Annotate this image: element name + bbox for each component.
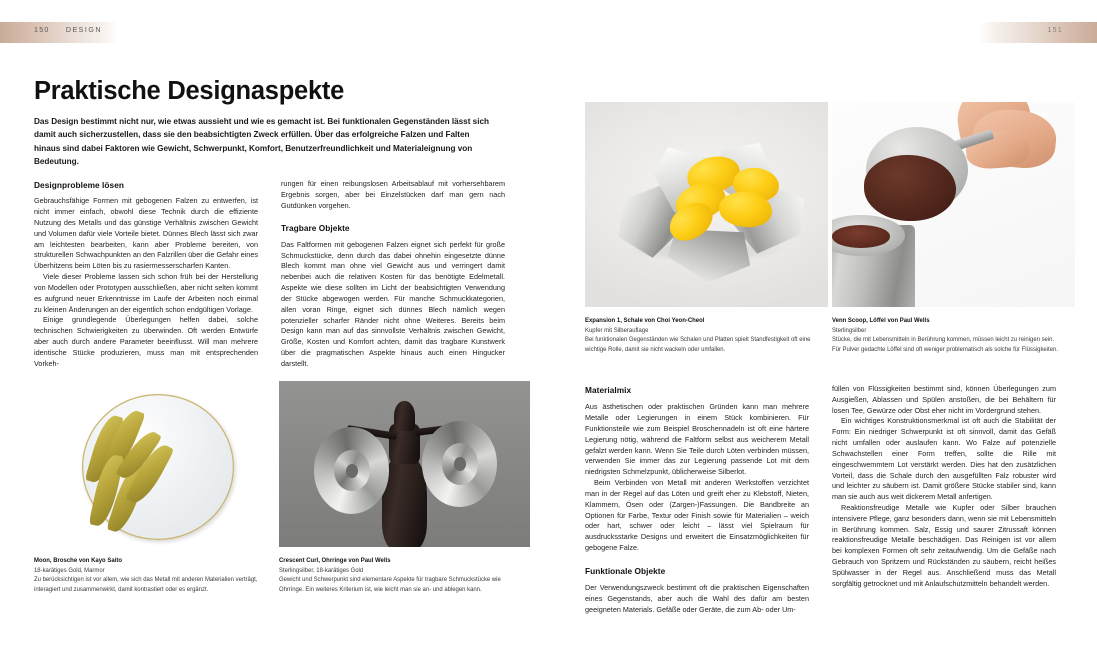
caption-title: Crescent Curl, Ohrringe von Paul Wells <box>279 558 391 564</box>
coffee-grounds <box>864 155 956 221</box>
page-title: Praktische Designaspekte <box>34 77 345 106</box>
left-column-two <box>281 179 505 370</box>
heading-designprobleme: Designprobleme lösen <box>34 180 124 190</box>
caption-body: Stücke, die mit Lebensmitteln in Berührung kommen, müssen leicht zu reinigen sein. Für Pulver gedachte Löffel sind oft weniger problematisch als solche für Flüssigkeiten. <box>832 337 1058 354</box>
caption-expansion-bowl <box>585 317 821 356</box>
body-paragraph: Der Verwendungszweck bestimmt oft die praktischen Eigenschaften eines Gegenstands, aber auch die Wahl des dafür am besten geeigneten Materials. Gefäße oder Geräte, die zum Ab- oder Um- <box>585 583 809 614</box>
caption-moon-brooch <box>34 557 270 596</box>
caption-subtitle: 18-karätiges Gold, Marmor <box>34 567 105 574</box>
heading-materialmix: Materialmix <box>585 385 632 395</box>
right-page-accent-bar <box>979 22 1097 43</box>
left-folio-number: 150 <box>34 26 50 34</box>
body-paragraph: Aus ästhetischen oder praktischen Gründen kann man mehrere Metalle oder Legierungen in einem Stück kombinieren. Für Funktionsteile wie zum Beispiel Broschennadeln ist oft eine härtere Legierung nötig, während die Faltform selbst aus weicherem Metall gefalzt werden kann. Wenn Sie Teile durch Löten verbinden müssen, verwenden Sie immer das zur Legierung passende Lot mit dem niedrigsten Schmelzpunkt, üblicherweise Silberlot. <box>585 402 809 477</box>
standfirst-paragraph: Das Design bestimmt nicht nur, wie etwas aussieht und wie es gemacht ist. Bei funktionalen Gegenständen lässt sich damit auch sicherzustellen, dass sie den beabsichtigten Zweck erfüllen. Über das erfolgreiche Falzen und Falten hinaus sind dabei Faktoren wie Gewicht, Schwerpunkt, Komfort, Benutzerfreundlichkeit und Materialeignung von Bedeutung. <box>34 117 489 167</box>
section-label: DESIGN <box>65 26 103 34</box>
heading-funktionale-objekte: Funktionale Objekte <box>585 565 666 576</box>
caption-body: Gewicht und Schwerpunkt sind elementare Aspekte für tragbare Schmuckstücke wie Ohrringe. Ein weiteres Kriterium ist, wie leicht man sie an- und ablegen kann. <box>279 577 501 594</box>
body-paragraph: Das Faltformen mit gebogenen Falzen eignet sich perfekt für große Schmuckstücke, denn durch das dabei ohnehin eingesetzte dünne Blech kommt man ohne viel Gewicht aus und verringert damit nebenbei auch die relativen Kosten für das benötigte Edelmetall. Aspekte wie diese sollten im Licht der beabsichtigten Verwendung der Stücke abgewogen werden. Für manche Schmuckkategorien, allen voran Ringe, eignet sich dünnes Blech nämlich wegen potenzieller scharfer Ränder nicht ohne Weiteres. Bereits beim Design kann man auf das sinnvollste Verhältnis zwischen Gewicht, Größe, Kosten und Komfort achten, damit das tragbare Kunstwerk über die pragmatischen Aspekte hinaus auch einen Hingucker darstellt. <box>281 239 505 368</box>
spiral-core <box>454 457 466 471</box>
photo-moon-brooch <box>34 381 272 547</box>
left-column-one <box>34 179 258 369</box>
left-page-running-head <box>34 26 102 34</box>
caption-subtitle: Sterlingsilber, 18-karätiges Gold <box>279 567 364 574</box>
caption-title: Moon, Brosche von Kayo Saito <box>34 558 122 564</box>
body-paragraph: Ein wichtiges Konstruktionsmerkmal ist oft auch die Stabilität der Form: Ein niedriger Schwerpunkt ist oft sinnvoll, damit das Gefäß nicht umfallen oder auslaufen kann. Wo Falze auf potenzielle Schwachstellen einer Form treffen, sollte die Rille mit eingeschwemmtem Lot verstärkt werden. Dies hat den zusätzlichen Vorteil, dass die Schale durch den ausgefüllten Falz robuster wird und leichter zu säubern ist. Damit größere Stücke stabiler sind, kann man sie auch aus weit dickerem Metall anfertigen. <box>832 416 1056 502</box>
photo-crescent-curl-earrings <box>279 381 530 547</box>
photo-expansion-bowl <box>585 102 828 307</box>
body-paragraph-continuation: füllen von Flüssigkeiten bestimmt sind, können Überlegungen zum Ausgießen, Ablassen und Spülen anstoßen, die bei Behältern für losen Tee, Gewürze oder Obst eher nicht im Vordergrund stehen. <box>832 384 1056 415</box>
body-paragraph: Beim Verbinden von Metall mit anderen Werkstoffen verzichtet man in der Regel auf das Löten und greift eher zu Klebstoff, Nieten, Klammern, Ösen oder (Zargen-)Fassungen. Die Bandbreite an Optionen für Farbe, Textur oder Finish sowie für Materialien – weich oder hart, schwer oder leicht – lässt viel Spielraum für ausdrucksstarke Designs und erweitert die Einsatzmöglichkeiten für gebogene Falze. <box>585 478 809 552</box>
heading-tragbare-objekte: Tragbare Objekte <box>281 223 350 234</box>
caption-title: Venn Scoop, Löffel von Paul Wells <box>832 318 930 324</box>
body-paragraph: Gebrauchsfähige Formen mit gebogenen Falzen zu entwerfen, ist nicht immer einfach, obwohl diese Technik durch die effiziente Nutzung des Metalls und das günstige Verhältnis zwischen Gewicht und Volumen dafür viele Vorteile bietet. Dünnes Blech lässt sich zwar am leichtesten bearbeiten, kann aber Probleme bereiten, von strukturellen Schwachpunkten an den Falzrillen über die Gefahr eines Überhitzens beim Löten bis zu rasiermesserscharfen Kanten. <box>34 196 258 271</box>
body-paragraph: Reaktionsfreudige Metalle wie Kupfer oder Silber brauchen intensivere Pflege, ganz besonders dann, wenn sie mit Lebensmitteln in Berührung kommen. Salz, Essig und saurer Zitrussaft können reaktionsfreudige Metalle beschädigen. Das Reinigen ist vor allem bei komplexen Formen oft sehr zeitaufwendig. Um die Gefäße nach Gebrauch von Spritzern und Rückständen zu säubern, reicht heißes Spülwasser in der Regel aus. Anschließend muss das Metall sorgfältig getrocknet und mit Anlaufschutzmitteln behandelt werden. <box>832 502 1056 588</box>
caption-venn-scoop <box>832 317 1058 356</box>
caption-subtitle: Kupfer mit Silberauflage <box>585 327 649 334</box>
caption-title: Expansion 1, Schale von Choi Yeon-Cheol <box>585 318 705 324</box>
body-paragraph-continuation: rungen für einen reibungslosen Arbeitsablauf mit vorhersehbarem Ergebnis sorgen, aber bei Einzelstücken darf man gern nach Gutdünken vorgehen. <box>281 179 505 210</box>
caption-body: Zu berücksichtigen ist vor allem, wie sich das Metall mit anderen Materialien verträgt, interagiert und zusammenwirkt, damit kontrastiert oder es ergänzt. <box>34 577 258 594</box>
right-column-one <box>585 384 809 616</box>
caption-crescent-curl <box>279 557 522 596</box>
moka-pot-coffee <box>832 225 890 248</box>
body-paragraph: Viele dieser Probleme lassen sich schon früh bei der Herstellung von Modellen oder Prototypen ausschließen, aber nicht selten kommt es aufgrund neuer Erkenntnisse im Laufe der Arbeiten noch einmal zu kleinen Änderungen an der eigentlich schon endgültigen Vorlage. <box>34 272 258 314</box>
caption-body: Bei funktionalen Gegenständen wie Schalen und Platten spielt Standfestigkeit oft eine wichtige Rolle, damit sie nicht wackeln oder umfallen. <box>585 337 811 354</box>
caption-subtitle: Sterlingsilber <box>832 327 867 334</box>
photo-venn-scoop <box>832 102 1075 307</box>
display-stand-finial <box>394 401 414 431</box>
silver-spiral <box>314 427 389 513</box>
right-column-two <box>832 384 1056 589</box>
spiral-core <box>346 464 358 478</box>
body-paragraph: Einige grundlegende Überlegungen helfen dabei, solche technischen Schwierigkeiten zu überwinden. Oft werden Entwürfe aber auch durch andere Parameter beeinflusst. Will man mehrere identische Stücke produzieren, muss man mit entsprechenden Vorkeh- <box>34 315 258 368</box>
silver-spiral <box>422 421 497 507</box>
right-folio-number: 151 <box>1047 26 1063 34</box>
